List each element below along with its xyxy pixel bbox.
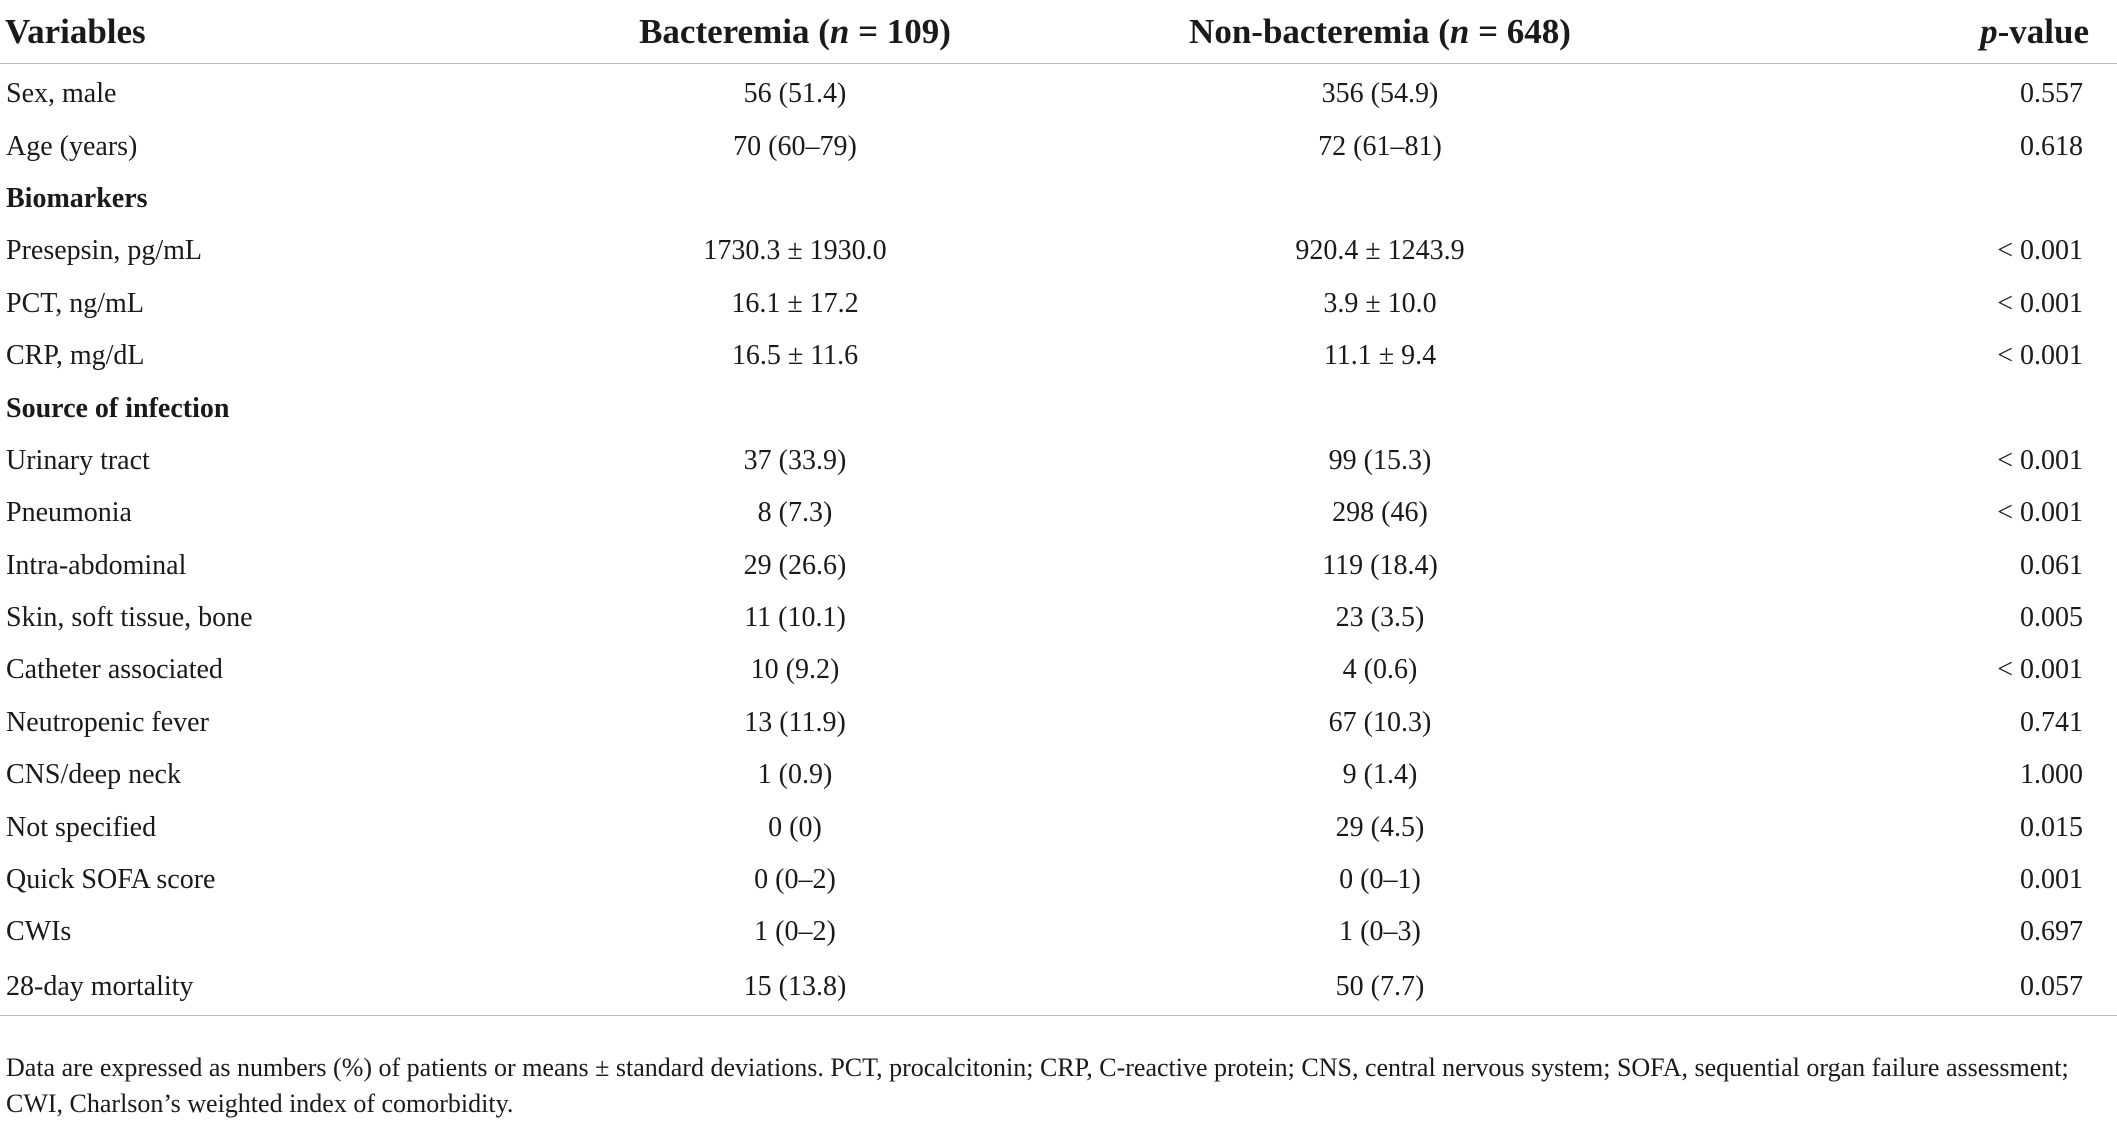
table-body xyxy=(0,64,2117,1016)
cell-bacteremia: 29 (26.6) xyxy=(743,549,847,581)
cell-non-bacteremia: 50 (7.7) xyxy=(1030,959,1730,1016)
cell-non-bacteremia: 23 (3.5) xyxy=(1335,602,1425,634)
cell-bacteremia xyxy=(560,173,1030,225)
table-row xyxy=(0,644,2117,696)
footnote-line-2: CWI, Charlson’s weighted index of comorbidity. xyxy=(6,1089,514,1118)
cell-p-value: < 0.001 xyxy=(1997,287,2083,319)
cell-bacteremia: 10 (9.2) xyxy=(750,654,840,686)
cell-bacteremia: 16.1 ± 17.2 xyxy=(731,287,859,319)
cell-p-value: 0.557 xyxy=(2020,78,2083,110)
cell-non-bacteremia: 298 (46) xyxy=(1332,497,1428,529)
table-row xyxy=(0,540,2117,592)
cell-non-bacteremia: 9 (1.4) xyxy=(1342,759,1418,791)
header-non-bacteremia-pre: Non-bacteremia ( xyxy=(1189,11,1450,51)
cell-variable: Age (years) xyxy=(6,130,138,162)
header-bacteremia-post: = 109) xyxy=(849,11,951,51)
table-row xyxy=(0,906,2117,958)
header-variables: Variables xyxy=(0,0,560,64)
cell-non-bacteremia: 29 (4.5) xyxy=(1335,811,1425,843)
cell-p-value: 0.061 xyxy=(2020,549,2083,581)
cell-p-value xyxy=(1730,382,2117,434)
cell-p-value: < 0.001 xyxy=(1997,340,2083,372)
table-row xyxy=(0,278,2117,330)
cell-non-bacteremia: 0 (0–1) xyxy=(1339,864,1421,896)
table-row xyxy=(0,120,2117,172)
cell-variable: Presepsin, pg/mL xyxy=(6,235,202,267)
header-bacteremia-n: n xyxy=(829,11,850,51)
cell-variable: Skin, soft tissue, bone xyxy=(6,602,253,634)
cell-p-value: < 0.001 xyxy=(1997,235,2083,267)
cell-non-bacteremia: 1 (0–3) xyxy=(1339,916,1421,948)
cell-p-value xyxy=(1730,173,2117,225)
cell-variable: Not specified xyxy=(6,811,157,843)
cell-p-value: 0.001 xyxy=(2020,864,2083,896)
cell-p-value: 0.618 xyxy=(2020,130,2083,162)
table-row xyxy=(0,697,2117,749)
cell-bacteremia: 70 (60–79) xyxy=(733,130,857,162)
header-row xyxy=(0,0,2117,64)
cell-variable: Catheter associated xyxy=(6,654,223,686)
cell-variable: Biomarkers xyxy=(6,182,148,214)
cell-p-value: < 0.001 xyxy=(1997,444,2083,476)
table-row xyxy=(0,749,2117,801)
cell-variable: Quick SOFA score xyxy=(6,864,216,896)
header-non-bacteremia-post: = 648) xyxy=(1469,11,1571,51)
cell-non-bacteremia: 4 (0.6) xyxy=(1342,654,1418,686)
cell-p-value: 0.697 xyxy=(2020,916,2083,948)
table-row xyxy=(0,854,2117,906)
cell-non-bacteremia: 119 (18.4) xyxy=(1322,549,1438,581)
cell-variable: Source of infection xyxy=(6,392,230,424)
cell-variable: CRP, mg/dL xyxy=(6,340,145,372)
cell-bacteremia: 0 (0) xyxy=(768,811,822,843)
cell-bacteremia: 15 (13.8) xyxy=(560,959,1030,1016)
cell-bacteremia: 0 (0–2) xyxy=(754,864,836,896)
cell-non-bacteremia: 920.4 ± 1243.9 xyxy=(1295,235,1465,267)
table-row xyxy=(0,592,2117,644)
cell-variable: CWIs xyxy=(6,916,72,948)
cell-bacteremia: 8 (7.3) xyxy=(757,497,833,529)
cell-bacteremia: 37 (33.9) xyxy=(743,444,847,476)
table-row xyxy=(0,64,2117,121)
section-header-row xyxy=(0,382,2117,434)
cell-variable: Pneumonia xyxy=(6,497,132,529)
cell-variable: CNS/deep neck xyxy=(6,759,181,791)
cell-bacteremia xyxy=(560,382,1030,434)
header-p-italic: p xyxy=(1980,11,1998,51)
table-row xyxy=(0,959,2117,1016)
cell-non-bacteremia: 3.9 ± 10.0 xyxy=(1323,287,1437,319)
cell-non-bacteremia xyxy=(1030,382,1730,434)
cell-bacteremia: 56 (51.4) xyxy=(743,78,847,110)
header-bacteremia-pre: Bacteremia ( xyxy=(639,11,830,51)
section-header-row xyxy=(0,173,2117,225)
table-row xyxy=(0,330,2117,382)
cell-variable: Sex, male xyxy=(6,78,117,110)
cell-variable: Neutropenic fever xyxy=(6,706,209,738)
header-non-bacteremia xyxy=(1030,0,1730,64)
cell-non-bacteremia: 72 (61–81) xyxy=(1318,130,1442,162)
header-bacteremia xyxy=(560,0,1030,64)
cell-variable: Intra-abdominal xyxy=(6,549,187,581)
header-non-bacteremia-n: n xyxy=(1449,11,1470,51)
header-p-rest: -value xyxy=(1997,11,2089,51)
cell-p-value: 0.015 xyxy=(2020,811,2083,843)
cell-bacteremia: 13 (11.9) xyxy=(744,706,846,738)
cell-variable: Urinary tract xyxy=(6,444,150,476)
cell-bacteremia: 1730.3 ± 1930.0 xyxy=(703,235,887,267)
cell-non-bacteremia xyxy=(1030,173,1730,225)
table-row xyxy=(0,435,2117,487)
table-row xyxy=(0,225,2117,277)
cell-bacteremia: 11 (10.1) xyxy=(744,602,846,634)
cell-variable: 28-day mortality xyxy=(0,959,560,1016)
cell-p-value: < 0.001 xyxy=(1997,654,2083,686)
table-header xyxy=(0,0,2117,64)
table-row xyxy=(0,487,2117,539)
table-footnote xyxy=(6,1050,2106,1122)
cell-non-bacteremia: 11.1 ± 9.4 xyxy=(1323,340,1437,372)
header-p-value xyxy=(1730,0,2117,64)
cell-non-bacteremia: 99 (15.3) xyxy=(1328,444,1432,476)
table-row xyxy=(0,801,2117,853)
cell-bacteremia: 1 (0.9) xyxy=(757,759,833,791)
cell-bacteremia: 1 (0–2) xyxy=(754,916,836,948)
cell-non-bacteremia: 67 (10.3) xyxy=(1328,706,1432,738)
footnote-line-1: Data are expressed as numbers (%) of patients or means ± standard deviations. PCT, procalcitonin; CRP, C-reactive protein; CNS, central nervous system; SOFA, sequential organ failure assessment; xyxy=(6,1053,2069,1082)
cell-p-value: 1.000 xyxy=(2020,759,2083,791)
cell-bacteremia: 16.5 ± 11.6 xyxy=(731,340,859,372)
cell-variable: PCT, ng/mL xyxy=(6,287,144,319)
cell-p-value: 0.741 xyxy=(2020,706,2083,738)
cell-p-value: 0.057 xyxy=(1730,959,2117,1016)
cell-p-value: < 0.001 xyxy=(1997,497,2083,529)
cell-non-bacteremia: 356 (54.9) xyxy=(1321,78,1439,110)
cell-p-value: 0.005 xyxy=(2020,602,2083,634)
